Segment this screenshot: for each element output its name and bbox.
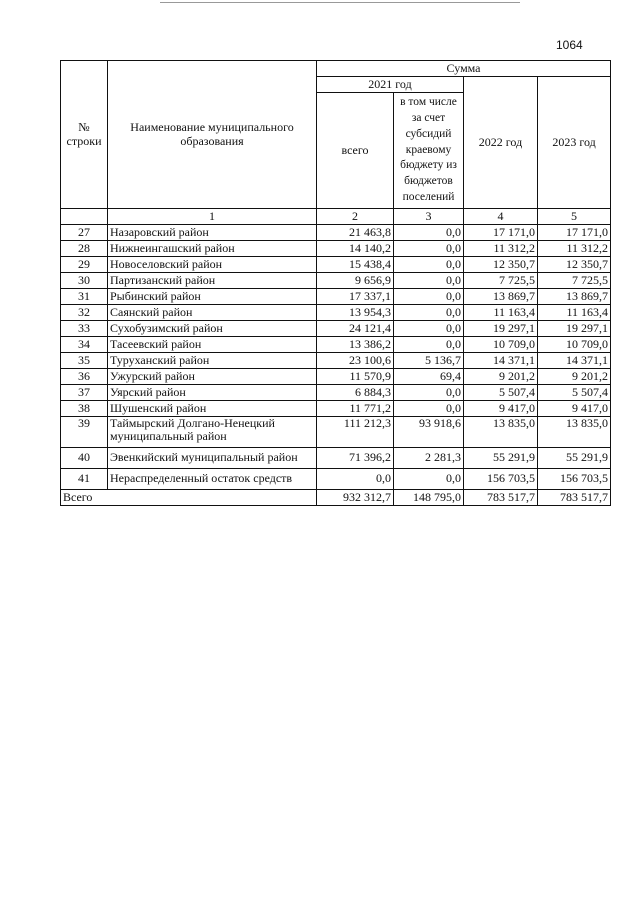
row-value-2023: 11 312,2 [538,241,611,257]
row-value-2021: 23 100,6 [317,353,394,369]
row-value-2023: 10 709,0 [538,337,611,353]
row-number: 35 [61,353,108,369]
row-value-2023: 19 297,1 [538,321,611,337]
table-row [61,305,611,321]
row-value-2023: 9 201,2 [538,369,611,385]
row-name: Новоселовский район [108,257,317,273]
row-value-2021: 111 212,3 [317,417,394,448]
row-value-2022: 5 507,4 [464,385,538,401]
column-index: 2 [317,209,394,225]
total-2022: 783 517,7 [464,490,538,506]
row-value-2023: 13 835,0 [538,417,611,448]
row-value-subsidies: 0,0 [394,273,464,289]
row-number: 39 [61,417,108,448]
row-name: Назаровский район [108,225,317,241]
row-value-2021: 17 337,1 [317,289,394,305]
row-name: Шушенский район [108,401,317,417]
row-value-2023: 156 703,5 [538,469,611,490]
header-name: Наименование муниципального образования [108,61,317,209]
column-index: 4 [464,209,538,225]
row-value-subsidies: 2 281,3 [394,448,464,469]
header-year-2022: 2022 год [464,77,538,209]
total-2021: 932 312,7 [317,490,394,506]
row-value-2021: 14 140,2 [317,241,394,257]
row-value-subsidies: 0,0 [394,469,464,490]
table-row [61,353,611,369]
column-index: 3 [394,209,464,225]
row-value-2023: 14 371,1 [538,353,611,369]
total-subsidies: 148 795,0 [394,490,464,506]
row-value-2023: 55 291,9 [538,448,611,469]
column-index-row [61,209,611,225]
row-name: Саянский район [108,305,317,321]
table-row [61,241,611,257]
row-value-subsidies: 69,4 [394,369,464,385]
row-value-2021: 0,0 [317,469,394,490]
row-value-subsidies: 0,0 [394,401,464,417]
row-number: 40 [61,448,108,469]
row-value-2023: 17 171,0 [538,225,611,241]
row-name: Эвенкийский муниципальный район [108,448,317,469]
row-name: Нижнеингашский район [108,241,317,257]
row-value-2023: 7 725,5 [538,273,611,289]
row-value-subsidies: 0,0 [394,337,464,353]
header-row-no: № строки [61,61,108,209]
header-subsidies-2021: в том числе за счет субсидий краевому бюджету из бюджетов поселений [394,93,464,209]
row-number: 33 [61,321,108,337]
total-2023: 783 517,7 [538,490,611,506]
header-sum: Сумма [317,61,611,77]
row-value-2022: 156 703,5 [464,469,538,490]
scan-top-rule [160,2,520,3]
row-value-2021: 21 463,8 [317,225,394,241]
header-year-2023: 2023 год [538,77,611,209]
row-value-subsidies: 5 136,7 [394,353,464,369]
table-body [61,225,611,490]
row-value-2021: 11 771,2 [317,401,394,417]
row-value-2022: 11 163,4 [464,305,538,321]
row-value-subsidies: 0,0 [394,385,464,401]
row-number: 34 [61,337,108,353]
table-row [61,273,611,289]
row-value-2021: 6 884,3 [317,385,394,401]
row-number: 37 [61,385,108,401]
row-name: Таймырский Долгано-Ненецкий муниципальный район [108,417,317,448]
row-name: Тасеевский район [108,337,317,353]
table-row [61,337,611,353]
table-row [61,469,611,490]
row-value-subsidies: 0,0 [394,305,464,321]
row-number: 32 [61,305,108,321]
row-name: Нераспределенный остаток средств [108,469,317,490]
row-value-2022: 10 709,0 [464,337,538,353]
table-row [61,369,611,385]
table-row [61,401,611,417]
row-value-2021: 71 396,2 [317,448,394,469]
row-number: 36 [61,369,108,385]
row-value-subsidies: 0,0 [394,321,464,337]
row-value-2021: 11 570,9 [317,369,394,385]
total-row [61,490,611,506]
row-value-2021: 9 656,9 [317,273,394,289]
row-value-2022: 55 291,9 [464,448,538,469]
table-row [61,385,611,401]
table-row [61,321,611,337]
table-row [61,225,611,241]
row-name: Партизанский район [108,273,317,289]
table-header [61,61,611,225]
total-label: Всего [61,490,317,506]
row-value-2021: 13 954,3 [317,305,394,321]
row-name: Уярский район [108,385,317,401]
table-row [61,257,611,273]
row-value-2023: 13 869,7 [538,289,611,305]
row-value-2022: 13 869,7 [464,289,538,305]
row-value-2021: 15 438,4 [317,257,394,273]
table-row [61,417,611,448]
row-number: 29 [61,257,108,273]
row-value-subsidies: 0,0 [394,289,464,305]
row-value-2023: 9 417,0 [538,401,611,417]
row-value-2022: 14 371,1 [464,353,538,369]
row-value-2022: 12 350,7 [464,257,538,273]
header-year-2021: 2021 год [317,77,464,93]
row-value-2021: 13 386,2 [317,337,394,353]
row-value-2023: 11 163,4 [538,305,611,321]
row-number: 28 [61,241,108,257]
row-value-2022: 9 201,2 [464,369,538,385]
table-row [61,289,611,305]
row-value-2021: 24 121,4 [317,321,394,337]
row-value-subsidies: 93 918,6 [394,417,464,448]
row-number: 41 [61,469,108,490]
budget-table [60,60,611,506]
row-value-2022: 7 725,5 [464,273,538,289]
row-number: 38 [61,401,108,417]
table-row [61,448,611,469]
row-name: Рыбинский район [108,289,317,305]
row-value-2022: 13 835,0 [464,417,538,448]
row-name: Туруханский район [108,353,317,369]
column-index: 5 [538,209,611,225]
header-total-2021: всего [317,93,394,209]
column-index [61,209,108,225]
row-value-subsidies: 0,0 [394,257,464,273]
row-number: 31 [61,289,108,305]
page-number: 1064 [556,38,583,52]
row-value-2022: 19 297,1 [464,321,538,337]
row-value-2023: 5 507,4 [538,385,611,401]
row-value-2022: 11 312,2 [464,241,538,257]
row-value-2022: 9 417,0 [464,401,538,417]
row-value-subsidies: 0,0 [394,241,464,257]
row-name: Ужурский район [108,369,317,385]
row-value-subsidies: 0,0 [394,225,464,241]
column-index: 1 [108,209,317,225]
row-name: Сухобузимский район [108,321,317,337]
row-number: 27 [61,225,108,241]
row-number: 30 [61,273,108,289]
row-value-2022: 17 171,0 [464,225,538,241]
row-value-2023: 12 350,7 [538,257,611,273]
